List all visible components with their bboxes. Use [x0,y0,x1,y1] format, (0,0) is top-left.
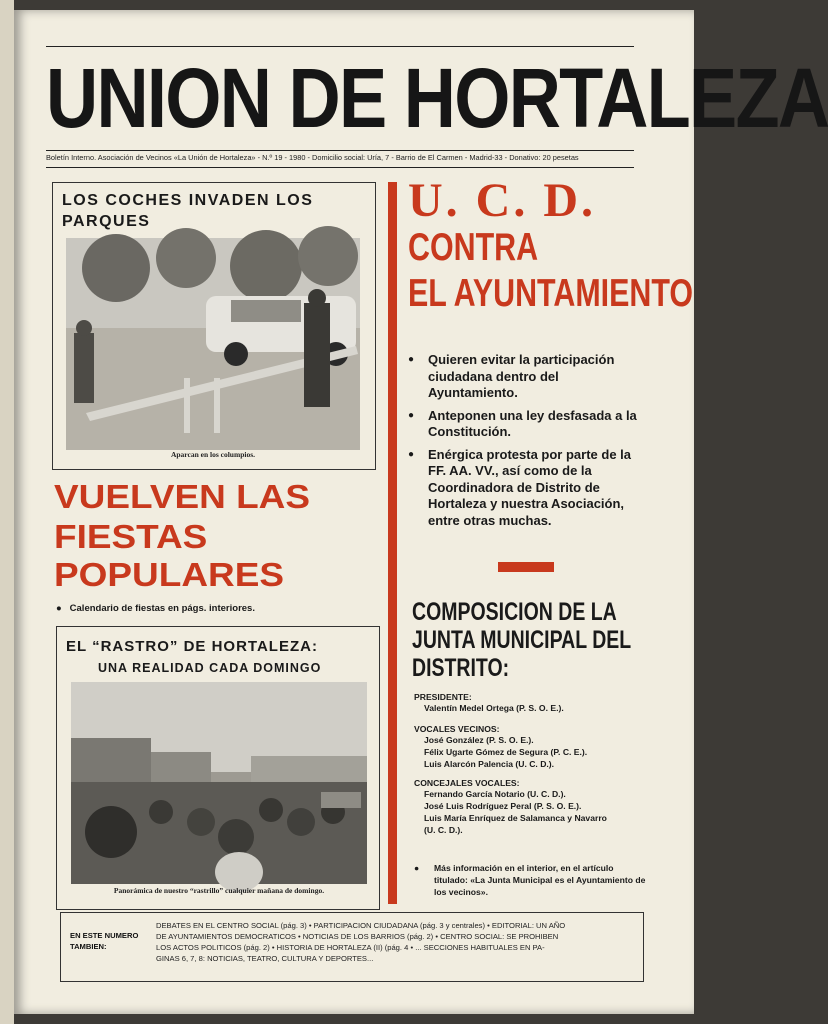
column-divider-rule [388,182,397,904]
cars-headline: LOS COCHES INVADEN LOS PARQUES [62,192,314,230]
fiestas-bullet [56,603,255,614]
cars-photo [66,238,360,450]
presidente-label: PRESIDENTE: [414,692,472,702]
rastro-photo [71,682,367,884]
ucd-bullet-item: ● Enérgica protesta por parte de la FF. AA. VV., así como de la Coordinadora de Distrito de Hortaleza y nuestra Asociación, entre otras muchas. [408,447,644,530]
presidente-name: Valentín Medel Ortega (P. S. O. E.). [424,703,564,713]
more-info [414,862,646,898]
book-gutter [0,0,14,1024]
masthead-bottom-rule [46,167,634,168]
section-divider-bar [498,562,554,572]
masthead-top-rule [46,46,634,47]
vocal-name: Luis Alarcón Palencia (U. C. D.). [424,759,555,769]
concejal-name: Luis María Enríquez de Salamanca y Navarro [424,813,607,823]
masthead-mid-rule [46,150,634,151]
vocal-name: Félix Ugarte Gómez de Segura (P. C. E.). [424,747,588,757]
concejal-name: José Luis Rodríguez Peral (P. S. O. E.). [424,801,582,811]
footer-line: GINAS 6, 7, 8: NOTICIAS, TEATRO, CULTURA Y DEPORTES... [156,954,374,963]
ucd-bullet-list [408,352,644,535]
rastro-photo-illustration [71,682,367,884]
fiestas-headline-line2: FIESTAS [54,518,208,555]
footer-line: DEBATES EN EL CENTRO SOCIAL (pág. 3) • PARTICIPACION CIUDADANA (pág. 3 y centrales) • EDITORIAL: UN AÑO [156,921,566,930]
masthead-title: UNION DE HORTALEZA [46,51,828,145]
rastro-headline-1: EL “RASTRO” DE HORTALEZA: [66,638,318,655]
rastro-headline-2: UNA REALIDAD CADA DOMINGO [98,661,322,675]
junta-title-3: DISTRITO: [412,654,510,682]
footer-line: DE AYUNTAMIENTOS DEMOCRATICOS • NOTICIAS DE LOS BARRIOS (pág. 2) • CENTRO SOCIAL: SE PROHIBEN [156,932,559,941]
concejal-name: (U. C. D.). [424,825,463,835]
footer-line: LOS ACTOS POLITICOS (pág. 2) • HISTORIA DE HORTALEZA (II) (pág. 4 • ... SECCIONES HABITUALES EN PA- [156,943,545,952]
ucd-subtitle-2: EL AYUNTAMIENTO [408,272,694,315]
more-info-text: Más información en el interior, en el artículo titulado: «La Junta Municipal es el Ayuntamiento de los vecinos». [434,863,646,897]
footer-contents [156,920,640,964]
ucd-bullet-item: ● Quieren evitar la participación ciudadana dentro del Ayuntamiento. [408,352,644,402]
junta-members [414,692,646,836]
fiestas-headline-line3: POPULARES [54,556,285,593]
fiestas-headline-line1: VUELVEN LAS [54,478,311,515]
ucd-subtitle-1: CONTRA [408,226,539,269]
vocal-name: José González (P. S. O. E.). [424,735,534,745]
cars-caption: Aparcan en los columpios. [170,450,256,459]
masthead-subline: Boletín Interno. Asociación de Vecinos «La Unión de Hortaleza» - N.º 19 - 1980 - Domicilio social: Uría, 7 - Barrio de El Carmen - Madrid-33 - Donativo: 20 pesetas [46,153,579,162]
ucd-bullet-item: ● Anteponen una ley desfasada a la Constitución. [408,408,644,441]
bullet-icon: ● [414,863,420,873]
fiestas-bullet-text: Calendario de fiestas en págs. interiores. [69,603,255,614]
vocales-label: VOCALES VECINOS: [414,724,500,734]
bullet-icon: ● [56,603,70,614]
concejales-label: CONCEJALES VOCALES: [414,778,520,788]
concejal-name: Fernando García Notario (U. C. D.). [424,789,566,799]
rastro-caption: Panorámica de nuestro “rastrillo” cualquier mañana de domingo. [113,886,325,895]
cars-photo-illustration [66,238,360,450]
junta-title-2: JUNTA MUNICIPAL DEL [412,626,632,654]
footer-label: EN ESTE NUMERO TAMBIEN: [70,931,139,951]
junta-title-1: COMPOSICION DE LA [412,598,617,626]
ucd-title: U. C. D. [408,174,596,227]
